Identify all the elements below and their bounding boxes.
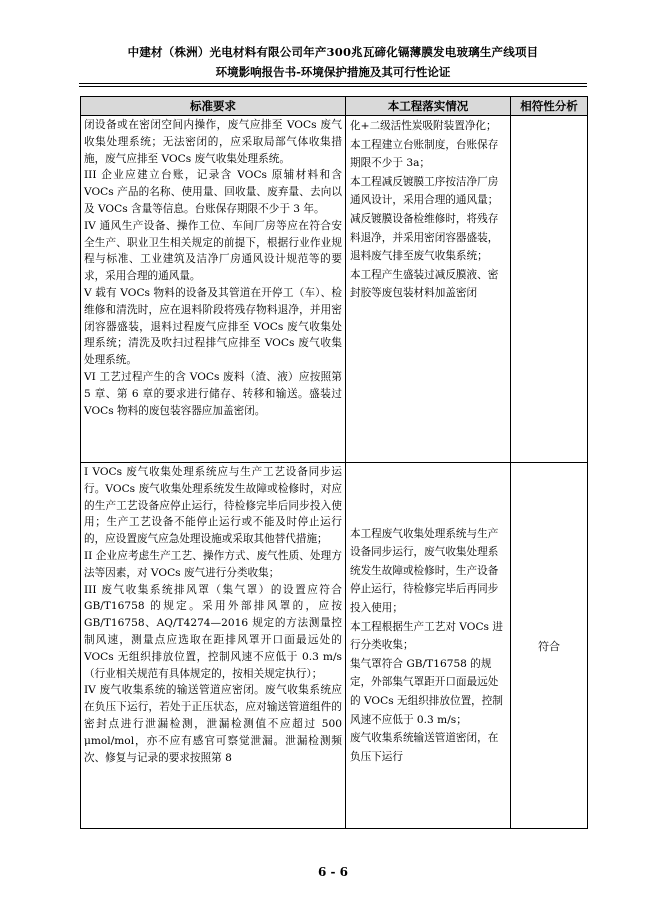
implementation-paragraph: 集气罩符合 GB/T16758 的规定，外部集气罩距开口面最远处的 VOCs 无组织排放位置，控制风速不应低于 0.3 m/s； — [350, 657, 503, 726]
requirement-paragraph: III 废气收集系统排风罩（集气罩）的设置应符合 GB/T16758 的规定。采用外部排风罩的，应按 GB/T16758、AQ/T4274—2016 规定的方法测量控制风速，测量点应选取在距排风罩开口面最远处的 VOCs 无组织排放位置，控制风速不应低于 0.3 m/s（行业相关规范有具体规定的，按相关规定执行）； — [84, 583, 342, 680]
implementation-paragraph: 减反镀膜设备检维修时，将残存料退净，并采用密闭容器盛装，退料废气排至废气收集系统； — [350, 212, 499, 263]
requirement-paragraph: 闭设备或在密闭空间内操作，废气应排至 VOCs 废气收集处理系统；无法密闭的，应采取局部气体收集措施，废气应排至 VOCs 废气收集处理系统。 — [84, 119, 342, 165]
report-chapter-title: 环境影响报告书-环境保护措施及其可行性论证 — [215, 65, 451, 79]
requirement-paragraph: II 企业应考虑生产工艺、操作方式、废气性质、处理方法等因素，对 VOCs 废气进行分类收集； — [84, 549, 342, 579]
col-header-implementation: 本工程落实情况 — [346, 97, 511, 116]
requirement-paragraph: VI 工艺过程产生的含 VOCs 废料（渣、液）应按照第 5 章、第 6 章的要求进行储存、转移和输送。盛装过 VOCs 物料的废包装容器应加盖密闭。 — [84, 370, 342, 417]
implementation-cell — [346, 463, 511, 829]
requirement-paragraph: I VOCs 废气收集处理系统应与生产工艺设备同步运行。VOCs 废气收集处理系统发生故障或检修时，对应的生产工艺设备应停止运行，待检修完毕后同步投入使用；生产工艺设备不能停止运行或不能及时停止运行的，应设置废气应急处理设施或采取其他替代措施； — [84, 466, 342, 546]
table-row — [81, 116, 588, 463]
implementation-paragraph: 本工程废气收集处理系统与生产设备同步运行，废气收集处理系统发生故障或检修时，生产设备停止运行，待检修完毕后再同步投入使用； — [350, 527, 499, 615]
requirement-paragraph: IV 废气收集系统的输送管道应密闭。废气收集系统应在负压下运行，若处于正压状态，应对输送管道组件的密封点进行泄漏检测，泄漏检测值不应超过 500 μmol/mol，亦不应有感官可察觉泄漏。泄漏检测频次、修复与记录的要求按照第 8 — [84, 684, 342, 764]
implementation-paragraph: 本工程产生盛装过减反膜液、密封胶等废包装材料加盖密闭 — [350, 268, 499, 300]
implementation-paragraph: 本工程根据生产工艺对 VOCs 进行分类收集； — [350, 620, 503, 652]
requirement-paragraph: V 载有 VOCs 物料的设备及其管道在开停工（车）、检维修和清洗时，应在退料阶段将残存物料退净，并用密闭容器盛装，退料过程废气应排至 VOCs 废气收集处理系统；清洗及吹扫过程排气应排至 VOCs 废气收集处理系统。 — [84, 286, 342, 367]
requirement-cell — [81, 116, 346, 463]
report-project-title: 中建材（株洲）光电材料有限公司年产300兆瓦碲化镉薄膜发电玻璃生产线项目 — [127, 45, 539, 59]
header-rule — [79, 83, 587, 84]
header-rule-thin — [79, 86, 587, 87]
compliance-table — [80, 96, 588, 829]
compliance-cell: 符合 — [511, 463, 588, 829]
requirement-paragraph: IV 通风生产设备、操作工位、车间厂房等应在符合安全生产、职业卫生相关规定的前提下，根据行业作业规程与标准、工业建筑及洁净厂房通风设计规范等的要求，采用合理的通风量。 — [84, 219, 342, 283]
col-header-compliance: 相符性分析 — [511, 97, 588, 116]
col-header-standard: 标准要求 — [81, 97, 346, 116]
table-row — [81, 463, 588, 829]
implementation-paragraph: 本工程建立台账制度，台账保存期限不少于 3a； — [350, 138, 499, 170]
implementation-paragraph: 化+二级活性炭吸附装置净化； — [350, 120, 497, 132]
implementation-cell — [346, 116, 511, 463]
implementation-paragraph: 本工程减反镀膜工序按洁净厂房通风设计，采用合理的通风量； — [350, 175, 499, 207]
page-number: 6 - 6 — [317, 865, 349, 879]
compliance-cell — [511, 116, 588, 463]
table-header-row — [81, 97, 588, 116]
requirement-paragraph: III 企业应建立台账，记录含 VOCs 原辅材料和含 VOCs 产品的名称、使用量、回收量、废弃量、去向以及 VOCs 含量等信息。台账保存期限不少于 3 年。 — [84, 169, 342, 215]
requirement-cell — [81, 463, 346, 829]
implementation-paragraph: 废气收集系统输送管道密闭，在负压下运行 — [350, 732, 499, 763]
